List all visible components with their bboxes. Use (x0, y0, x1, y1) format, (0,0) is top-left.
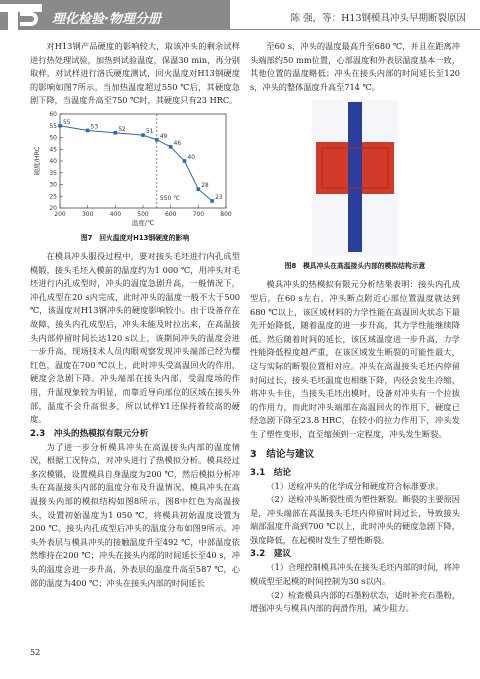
data-point (169, 145, 173, 149)
y-axis-label: 硬度/HRC (33, 146, 41, 176)
plot-frame (60, 114, 226, 208)
page-number: 52 (30, 648, 41, 657)
data-point (197, 187, 201, 191)
threshold-label: 550 ℃ (159, 194, 180, 202)
data-label: 53 (90, 124, 99, 131)
journal-name: 理化检验·物理分册 (52, 12, 161, 27)
data-point (114, 131, 118, 135)
data-label: 51 (146, 129, 154, 136)
y-tick-label: 40 (49, 157, 57, 165)
x-tick-label: 500 (137, 210, 149, 218)
body-paragraph: （2）检查模具内部的石墨粉状态，适时补充石墨粉，增强冲头与模具内部的润滑作用，减少阻力。 (250, 589, 460, 614)
y-tick-label: 55 (49, 122, 57, 130)
x-axis-label: 温度/℃ (131, 218, 155, 227)
figure-7-caption: 图7 回火温度对H13钢硬度的影响 (80, 233, 190, 242)
body-paragraph: （2）送检冲头断裂性质为塑性断裂。断裂的主要原因是，冲头端部在高温接头毛坯内停留时间过长，导致接头端部温度升高到700 ℃以上，此时冲头的硬度急剧下降，强度降低，在起模时发生了塑性断裂。 (250, 494, 460, 545)
data-label: 40 (187, 154, 195, 161)
y-tick-label: 20 (49, 204, 57, 212)
y-tick-label: 30 (49, 181, 57, 189)
figure-7 (30, 108, 240, 230)
data-point (86, 129, 90, 133)
x-tick-label: 800 (220, 210, 232, 218)
data-point (210, 199, 214, 203)
data-point (58, 124, 62, 128)
body-paragraph: 模具冲头的热模拟有限元分析结果表明：接头内孔成型后，在60 s左右，冲头断点附近心部位置温度就达到680 ℃以上，该区域材料的力学性能在高温回火状态下最先开始降低，随着温度的进一步升高，其力学性能继续降低。然后随着时间的延长，该区域温度进一步升高，力学性能降低程度越严重，在该区域发生断裂的可能性最大，这与实际的断裂位置相对应。冲头在高温接头毛坯内停留时间过长，接头毛坯温度也相继下降，内径会发生冷缩，将冲头卡住，当接头毛坯出模时，设备对冲头有一个拉拔的作用力，而此时冲头端部在高温回火的作用下，硬度已经急剧下降至23.8 HRC，在较小的拉力作用下，冲头发生了塑性变形，直至缩颈到一定程度，冲头发生断裂。 (250, 279, 460, 439)
x-tick-label: 200 (54, 210, 66, 218)
y-tick-label: 35 (49, 169, 57, 177)
body-paragraph: 为了进一步分析模具冲头在高温接头内部的温度情况，根据工况特点，对冲头进行了热模拟分析。模具经过多次模锻，设置模具自身温度为200 ℃，然后模拟分析冲头在高温接头内部的温度分布及升温情况。模具冲头在高温接头内部的模拟结构如图8所示，图8中红色为高温接头，设置初始温度为1 050 ℃，将模具初始温度设置为200 ℃。接头内孔成型后冲头的温度分布如图9所示。冲头外表层与模具冲头的接触温度升至492 ℃，中部温度依然维持在200 ℃；冲头在接头内部的时间延长至40 s，冲头的温度会进一步升高，外表层的温度升高至587 ℃，心部的温度为400 ℃；冲头在接头内部的时间延长 (30, 441, 240, 588)
x-tick-label: 400 (109, 210, 122, 218)
data-point (141, 133, 145, 137)
hardness-chart (30, 108, 240, 230)
x-tick-label: 600 (164, 210, 177, 218)
simulation-structure-diagram (250, 98, 460, 258)
section-3-2-title: 3.2 建议 (250, 549, 292, 560)
journal-header-band (0, 0, 230, 30)
right-column (250, 40, 460, 616)
section-3-1-title: 3.1 结论 (250, 467, 292, 478)
figure-8-caption: 图8 模具冲头在高温接头内部的模拟结构示意 (284, 262, 426, 271)
data-label: 52 (118, 126, 126, 133)
hardness-series-line (60, 126, 212, 201)
body-paragraph: 对H13钢产品硬度的影响较大，取该冲头的剩余试样进行热处理试验，加热到试验温度，保温30 min，再分别取样，对试样进行洛氏硬度测试，回火温度对H13钢硬度的影响如图7所示。当加热温度超过550 ℃后，其硬度急剧下降，当温度升高至750 ℃时，其硬度只有23 HRC。 (30, 41, 240, 106)
sim-punch-guide (348, 102, 362, 146)
y-tick-label: 25 (49, 193, 57, 201)
section-2-3-title: 2.3 冲头的热模拟有限元分析 (30, 428, 149, 439)
figure-8 (250, 98, 460, 258)
body-paragraph: 在模具冲头服役过程中，要对接头毛坯进行内孔成型模锻，接头毛坯入模前的温度约为1 000 ℃，用冲头对毛坯进行内孔成型时，冲头的温度急剧升高，一般情况下，冲孔成型在20 s内完成，此时冲头的温度一般不大于500 ℃，该温度对H13钢冲头的硬度影响较小。由于设备存在故障，接头内孔成型后，冲头未能及时拉出来，在高温接头内部停留时间长达120 s以上，该期间冲头的温度会进一步升高，现场技术人员肉眼观察发现冲头端部已经为樱红色，温度在700 ℃以上，此时冲头受高温回火的作用，硬度会急剧下降。冲头端部在接头内部，受温度场的作用，升温现象较为明显，而靠近导向部位的区域在接头外部，温度不会升高很多，所以试样Y1还保持着较高的硬度。 (30, 250, 240, 425)
data-label: 46 (173, 140, 182, 147)
header-rule (230, 29, 480, 30)
left-column (30, 40, 240, 590)
data-point (183, 159, 187, 163)
data-label: 55 (63, 119, 71, 126)
data-label: 23 (215, 194, 223, 201)
y-tick-label: 45 (49, 146, 57, 154)
body-paragraph: （1）合理控制模具冲头在接头毛坯内部的时间，将冲模成型至起模的时间控制为30 s以内。 (250, 562, 460, 587)
body-paragraph: 至60 s，冲头的温度最高升至680 ℃，并且在距离冲头端部约50 mm位置，心部温度和外表层温度基本一致，其他位置的温度略低；冲头在接头内部的时间延长至120 s，冲头的整体温度升高至714 ℃。 (250, 41, 460, 92)
data-label: 28 (201, 183, 209, 190)
data-label: 49 (159, 133, 168, 140)
section-3-title: 3 结论与建议 (250, 448, 315, 460)
x-tick-label: 300 (81, 210, 94, 218)
sim-punch-body (348, 142, 362, 252)
data-point (155, 138, 159, 142)
y-tick-label: 50 (49, 134, 57, 142)
x-tick-label: 700 (192, 210, 205, 218)
y-tick-label: 60 (49, 110, 57, 118)
running-title: 陈 强，等：H13钢模具冲头早期断裂原因 (290, 13, 466, 24)
journal-logo-icon (0, 4, 56, 30)
body-paragraph: （1）送检冲头的化学成分和硬度符合标准要求。 (266, 480, 444, 491)
